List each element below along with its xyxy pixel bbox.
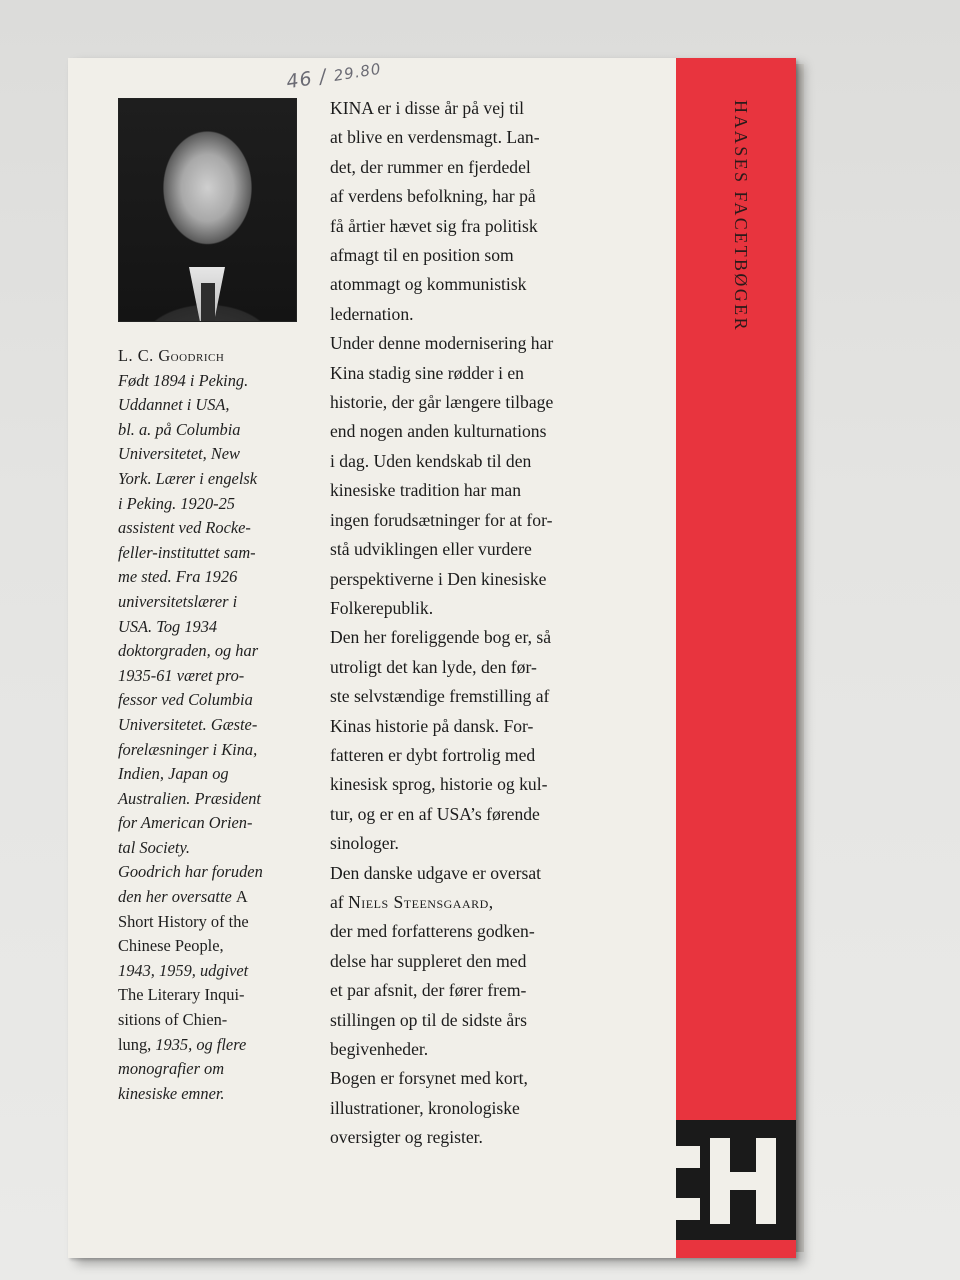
- blurb-line: KINA er i disse år på vej til: [330, 98, 524, 118]
- bio-line: sitions of Chien-: [118, 1010, 228, 1030]
- bio-line: feller-instituttet sam-: [118, 542, 256, 562]
- blurb-line: Den her foreliggende bog er, så: [330, 627, 552, 648]
- bio-line: lung, 1935, og flere: [118, 1034, 247, 1054]
- bio-line: Født 1894 i Peking.: [118, 370, 249, 390]
- bio-line: for American Orien-: [118, 813, 253, 833]
- blurb-line: af verdens befolkning, har på: [330, 186, 536, 207]
- blurb-line: stå udviklingen eller vurdere: [330, 539, 532, 560]
- bio-line: Goodrich har foruden: [118, 862, 263, 882]
- bio-line: 1943, 1959, udgivet: [118, 960, 249, 980]
- handwritten-price-note: 46 / 29.80: [284, 59, 383, 94]
- blurb-line: perspektiverne i Den kinesiske: [330, 568, 547, 589]
- bio-line: Australien. Præsident: [118, 788, 261, 808]
- blurb-line: Bogen er forsynet med kort,: [330, 1068, 528, 1089]
- bio-line: Universitetet, New: [118, 444, 240, 464]
- blurb-line: i dag. Uden kendskab til den: [330, 450, 532, 471]
- bio-line: me sted. Fra 1926: [118, 567, 238, 587]
- blurb-line: Folkerepublik.: [330, 597, 434, 618]
- blurb-line: stillingen op til de sidste års: [330, 1009, 527, 1030]
- bio-line: forelæsninger i Kina,: [118, 739, 258, 759]
- blurb-line: det, der rummer en fjerdedel: [330, 156, 531, 177]
- book-back-cover: [68, 58, 796, 1258]
- book-blurb: [330, 94, 654, 1153]
- blurb-line: illustrationer, kronologiske: [330, 1097, 520, 1118]
- blurb-line: end nogen anden kulturnations: [330, 421, 547, 442]
- blurb-line: delse har suppleret den med: [330, 950, 527, 971]
- blurb-line: sinologer.: [330, 833, 399, 854]
- blurb-line: få årtier hævet sig fra politisk: [330, 215, 538, 236]
- book-page-edge: [796, 64, 804, 1252]
- bio-line: assistent ved Rocke-: [118, 518, 251, 538]
- bio-line: i Peking. 1920-25: [118, 493, 235, 513]
- blurb-line: af Niels Steensgaard,: [330, 891, 494, 912]
- blurb-line: historie, der går længere tilbage: [330, 392, 554, 413]
- author-portrait-photo: [118, 98, 297, 322]
- blurb-line: der med forfatterens godken-: [330, 921, 535, 942]
- blurb-line: Kinas historie på dansk. For-: [330, 715, 534, 736]
- bio-line: universitetslærer i: [118, 591, 238, 611]
- blurb-line: fatteren er dybt fortrolig med: [330, 744, 536, 765]
- blurb-line: at blive en verdensmagt. Lan-: [330, 127, 540, 148]
- blurb-line: ingen forudsætninger for at for-: [330, 509, 553, 530]
- blurb-line: ste selvstændige fremstilling af: [330, 686, 550, 707]
- blurb-line: Under denne modernisering har: [330, 333, 554, 354]
- blurb-line: ledernation.: [330, 303, 414, 324]
- series-title: HAASES FACETBØGER: [731, 100, 751, 332]
- blurb-line: afmagt til en position som: [330, 245, 514, 266]
- bio-line: L. C. Goodrich: [118, 346, 225, 365]
- bio-line: The Literary Inqui-: [118, 985, 245, 1005]
- blurb-line: oversigter og register.: [330, 1127, 483, 1148]
- bio-line: USA. Tog 1934: [118, 616, 218, 636]
- blurb-line: et par afsnit, der fører frem-: [330, 980, 527, 1001]
- blurb-line: begivenheder.: [330, 1039, 429, 1059]
- bio-line: doktorgraden, og har: [118, 641, 259, 661]
- bio-line: den her oversatte A: [118, 887, 248, 907]
- blurb-line: Den danske udgave er oversat: [330, 862, 542, 883]
- bio-line: Universitetet. Gæste-: [118, 714, 258, 734]
- author-biography: [118, 344, 310, 1106]
- bio-line: Short History of the: [118, 911, 249, 931]
- haase-h-logo-icon: [676, 1120, 796, 1240]
- bio-line: 1935-61 været pro-: [118, 665, 245, 685]
- blurb-line: kinesiske tradition har man: [330, 480, 522, 501]
- bio-line: Indien, Japan og: [118, 764, 229, 784]
- bio-line: Uddannet i USA,: [118, 395, 230, 415]
- bio-line: fessor ved Columbia: [118, 690, 253, 710]
- blurb-line: Kina stadig sine rødder i en: [330, 362, 524, 383]
- bio-line: kinesiske emner.: [118, 1083, 225, 1103]
- bio-line: tal Society.: [118, 837, 190, 857]
- bio-line: York. Lærer i engelsk: [118, 468, 258, 488]
- handwritten-code: 46: [284, 67, 315, 94]
- bio-line: monografier om: [118, 1059, 225, 1079]
- blurb-line: utroligt det kan lyde, den før-: [330, 656, 537, 677]
- bio-line: Chinese People,: [118, 936, 224, 956]
- blurb-line: atommagt og kommunistisk: [330, 274, 527, 295]
- blurb-line: tur, og er en af USA’s førende: [330, 803, 540, 824]
- handwritten-price: 29.80: [332, 59, 383, 85]
- bio-line: bl. a. på Columbia: [118, 419, 241, 439]
- blurb-line: kinesisk sprog, historie og kul-: [330, 774, 548, 795]
